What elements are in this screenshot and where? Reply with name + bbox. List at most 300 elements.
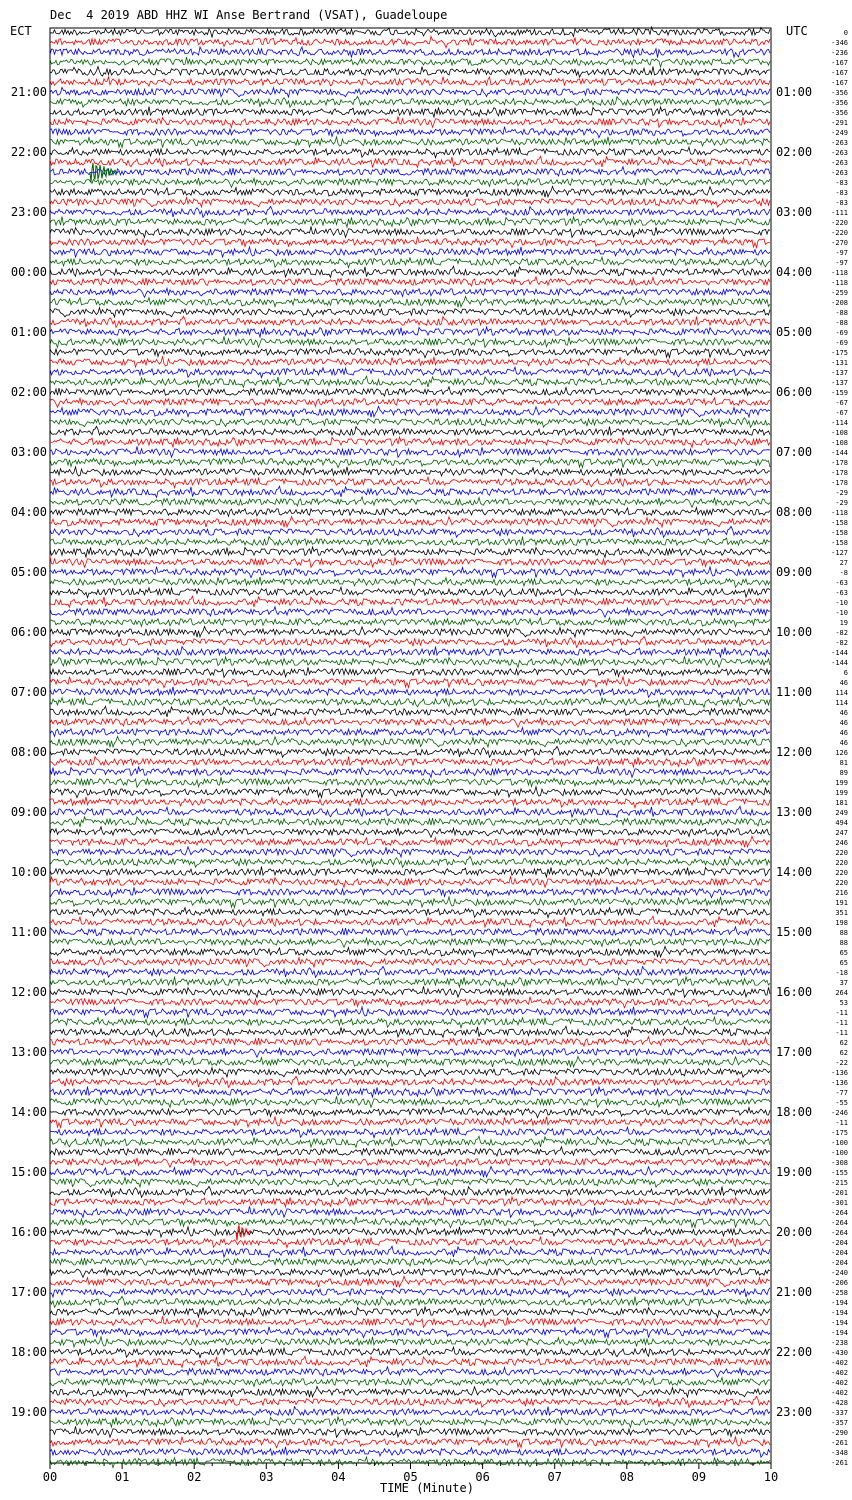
row-offset-label: -356: [831, 109, 848, 117]
trace-row: [50, 1257, 770, 1266]
row-offset-label: -356: [831, 99, 848, 107]
row-offset-label: 62: [839, 1039, 848, 1047]
trace-row: [50, 167, 770, 176]
trace-row: [50, 1076, 770, 1087]
row-offset-label: 46: [839, 729, 848, 737]
trace-row: [50, 1268, 770, 1277]
left-hour-label: 17:00: [10, 1285, 47, 1299]
trace-row: [50, 636, 770, 647]
trace-row: [50, 277, 770, 286]
row-offset-label: -131: [831, 359, 848, 367]
right-hour-label: 23:00: [776, 1405, 813, 1419]
row-offset-label: -204: [831, 1239, 848, 1247]
trace-row: [50, 178, 770, 187]
trace-row: [50, 957, 770, 967]
left-hour-label: 07:00: [10, 685, 47, 699]
row-offset-label: -83: [835, 199, 848, 207]
right-hour-label: 07:00: [776, 445, 813, 459]
trace-row: [50, 587, 770, 598]
row-offset-label: -97: [835, 259, 848, 267]
trace-row: [50, 827, 770, 838]
right-hour-label: 06:00: [776, 385, 813, 399]
row-offset-label: -194: [831, 1309, 848, 1317]
trace-row: [50, 77, 770, 86]
trace-row: [50, 477, 770, 488]
trace-row: [50, 296, 770, 307]
row-offset-label: -428: [831, 1399, 848, 1407]
trace-row: [50, 1426, 770, 1437]
trace-row: [50, 836, 770, 847]
left-hour-label: 18:00: [10, 1345, 47, 1359]
trace-row: [50, 367, 770, 378]
trace-row: [50, 1026, 770, 1037]
row-offset-label: -178: [831, 469, 848, 477]
row-offset-label: 65: [839, 949, 848, 957]
row-offset-label: -158: [831, 539, 848, 547]
row-offset-label: -18: [835, 969, 848, 977]
row-offset-label: -308: [831, 1159, 848, 1167]
right-hour-label: 18:00: [776, 1105, 813, 1119]
trace-row: [50, 736, 770, 747]
trace-row: [50, 946, 770, 957]
row-offset-label: -97: [835, 249, 848, 257]
trace-row: [50, 156, 770, 167]
trace-row: [50, 1246, 770, 1257]
trace-row: [50, 1227, 770, 1237]
row-offset-label: -88: [835, 309, 848, 317]
row-offset-label: -88: [835, 319, 848, 327]
row-offset-label: -67: [835, 399, 848, 407]
trace-row: [50, 766, 770, 777]
trace-row: [50, 1437, 770, 1448]
left-hour-label: 16:00: [10, 1225, 47, 1239]
row-offset-label: 46: [839, 709, 848, 717]
left-hour-label: 10:00: [10, 865, 47, 879]
row-offset-label: 249: [835, 809, 848, 817]
row-offset-label: 62: [839, 1049, 848, 1057]
row-offset-label: -11: [835, 1009, 848, 1017]
trace-row: [50, 418, 770, 428]
row-offset-label: -155: [831, 1169, 848, 1177]
trace-row: [50, 96, 770, 107]
left-hour-label: 01:00: [10, 325, 47, 339]
left-hour-label: 22:00: [10, 145, 47, 159]
right-hour-label: 11:00: [776, 685, 813, 699]
trace-row: [50, 137, 770, 148]
row-offset-label: -118: [831, 279, 848, 287]
row-offset-label: -144: [831, 649, 848, 657]
right-hour-label: 22:00: [776, 1345, 813, 1359]
right-hour-label: 15:00: [776, 925, 813, 939]
row-offset-label: -178: [831, 479, 848, 487]
trace-row: [50, 647, 770, 657]
trace-row: [50, 1347, 770, 1358]
left-hour-label: 08:00: [10, 745, 47, 759]
trace-row: [50, 797, 770, 808]
row-offset-label: -259: [831, 289, 848, 297]
row-offset-label: -194: [831, 1319, 848, 1327]
row-offset-label: -10: [835, 609, 848, 617]
row-offset-label: -67: [835, 409, 848, 417]
trace-row: [50, 966, 770, 977]
row-offset-label: -158: [831, 519, 848, 527]
trace-row: [50, 1407, 770, 1416]
trace-row: [50, 206, 770, 217]
trace-row: [50, 867, 770, 877]
row-offset-label: -114: [831, 419, 848, 427]
row-offset-label: -136: [831, 1079, 848, 1087]
row-offset-label: -8: [839, 569, 848, 577]
trace-row: [50, 847, 770, 857]
row-offset-label: -215: [831, 1179, 848, 1187]
row-offset-label: 220: [835, 859, 848, 867]
row-offset-label: -201: [831, 1189, 848, 1197]
trace-row: [50, 1288, 770, 1297]
row-offset-label: -127: [831, 549, 848, 557]
row-offset-label: 246: [835, 839, 848, 847]
row-offset-label: -220: [831, 219, 848, 227]
trace-row: [50, 1147, 770, 1156]
row-offset-label: 220: [835, 849, 848, 857]
trace-row: [50, 677, 770, 688]
row-offset-label: -178: [831, 459, 848, 467]
row-offset-label: 114: [835, 699, 848, 707]
trace-row: [50, 1307, 770, 1317]
row-offset-label: -158: [831, 529, 848, 537]
row-offset-label: -264: [831, 1209, 848, 1217]
trace-row: [50, 1417, 770, 1427]
row-offset-label: -11: [835, 1119, 848, 1127]
row-offset-label: -77: [835, 1089, 848, 1097]
right-hour-label: 14:00: [776, 865, 813, 879]
trace-row: [50, 1158, 770, 1167]
row-offset-label: -118: [831, 509, 848, 517]
trace-row: [50, 687, 770, 698]
row-offset-label: -82: [835, 629, 848, 637]
x-tick-label: 02: [186, 1470, 202, 1484]
row-offset-label: -69: [835, 329, 848, 337]
row-offset-label: -83: [835, 189, 848, 197]
x-tick-label: 04: [331, 1470, 346, 1484]
row-offset-label: 89: [839, 769, 848, 777]
plot-title: Dec 4 2019 ABD HHZ WI Anse Bertrand (VSAT), Guadeloupe: [50, 8, 448, 22]
left-hour-label: 13:00: [10, 1045, 47, 1059]
row-offset-label: -100: [831, 1139, 848, 1147]
row-offset-label: 88: [839, 929, 848, 937]
trace-row: [50, 567, 770, 578]
trace-row: [50, 1017, 770, 1028]
row-offset-label: 198: [835, 919, 848, 927]
trace-row: [50, 1386, 770, 1397]
row-offset-label: -270: [831, 239, 848, 247]
trace-row: [50, 1356, 770, 1367]
row-offset-label: -137: [831, 369, 848, 377]
trace-row: [50, 746, 770, 757]
row-offset-label: 264: [835, 989, 848, 997]
row-offset-label: -357: [831, 1419, 848, 1427]
trace-row: [50, 856, 770, 867]
row-offset-label: -261: [831, 1439, 848, 1447]
right-hour-label: 05:00: [776, 325, 813, 339]
trace-row: [50, 1327, 770, 1338]
trace-row: [50, 237, 770, 248]
trace-row: [50, 247, 770, 258]
trace-row: [50, 908, 770, 918]
trace-row: [50, 997, 770, 1008]
trace-row: [50, 398, 770, 407]
right-hour-label: 20:00: [776, 1225, 813, 1239]
x-tick-label: 09: [691, 1470, 707, 1484]
row-offset-label: 220: [835, 879, 848, 887]
trace-row: [50, 1107, 770, 1118]
trace-row: [50, 1237, 770, 1248]
trace-row: [50, 116, 770, 127]
left-hour-label: 06:00: [10, 625, 47, 639]
trace-row: [50, 1217, 770, 1228]
row-offset-label: 220: [835, 869, 848, 877]
trace-row: [50, 446, 770, 457]
row-offset-label: -337: [831, 1409, 848, 1417]
x-tick-label: 07: [547, 1470, 562, 1484]
row-offset-label: 37: [839, 979, 848, 987]
trace-row: [50, 618, 770, 627]
trace-row: [50, 817, 770, 827]
trace-row: [50, 728, 770, 737]
row-offset-label: -204: [831, 1259, 848, 1267]
trace-row: [50, 887, 770, 898]
left-hour-label: 23:00: [10, 205, 47, 219]
row-offset-label: -402: [831, 1379, 848, 1387]
row-offset-label: -236: [831, 49, 848, 57]
trace-row: [50, 1136, 770, 1147]
trace-row: [50, 667, 770, 677]
row-offset-label: 191: [835, 899, 848, 907]
row-offset-label: -136: [831, 1069, 848, 1077]
row-offset-label: -264: [831, 1229, 848, 1237]
left-hour-label: 12:00: [10, 985, 47, 999]
trace-row: [50, 1447, 770, 1457]
trace-row: [50, 437, 770, 447]
left-hour-label: 02:00: [10, 385, 47, 399]
trace-row: [50, 927, 770, 936]
x-tick-label: 08: [619, 1470, 635, 1484]
trace-row: [50, 547, 770, 557]
row-offset-label: -238: [831, 1339, 848, 1347]
left-hour-label: 19:00: [10, 1405, 47, 1419]
row-offset-label: -402: [831, 1359, 848, 1367]
trace-row: [50, 36, 770, 47]
right-hour-label: 21:00: [776, 1285, 813, 1299]
row-offset-label: 0: [843, 29, 848, 37]
row-offset-label: -159: [831, 389, 848, 397]
trace-row: [50, 1068, 770, 1078]
trace-row: [50, 127, 770, 138]
row-offset-label: -206: [831, 1279, 848, 1287]
trace-row: [50, 556, 770, 567]
trace-row: [50, 697, 770, 707]
row-offset-label: -55: [835, 1099, 848, 1107]
row-offset-label: 53: [839, 999, 848, 1007]
row-offset-label: 6: [843, 669, 848, 677]
row-offset-label: 181: [835, 799, 848, 807]
trace-row: [50, 977, 770, 987]
trace-row: [50, 1337, 770, 1347]
row-offset-label: -167: [831, 79, 848, 87]
row-offset-label: -220: [831, 229, 848, 237]
trace-row: [50, 1197, 770, 1207]
x-tick-label: 00: [42, 1470, 58, 1484]
trace-row: [50, 876, 770, 887]
trace-row: [50, 226, 770, 237]
row-offset-label: -22: [835, 1059, 848, 1067]
row-offset-label: -144: [831, 449, 848, 457]
right-hour-label: 17:00: [776, 1045, 813, 1059]
trace-row: [50, 607, 770, 618]
row-offset-label: -346: [831, 39, 848, 47]
right-hour-label: 09:00: [776, 565, 813, 579]
row-offset-label: -263: [831, 149, 848, 157]
trace-row: [50, 1178, 770, 1188]
x-tick-label: 05: [403, 1470, 418, 1484]
row-offset-label: -175: [831, 349, 848, 357]
row-offset-label: 494: [835, 819, 848, 827]
right-hour-label: 19:00: [776, 1165, 813, 1179]
trace-row: [50, 147, 770, 158]
trace-row: [50, 787, 770, 798]
trace-row: [50, 1396, 770, 1407]
row-offset-label: -144: [831, 659, 848, 667]
trace-row: [50, 986, 770, 997]
trace-row: [50, 777, 770, 788]
row-offset-label: -194: [831, 1299, 848, 1307]
trace-row: [50, 1276, 770, 1287]
row-offset-label: -246: [831, 1109, 848, 1117]
trace-row: [50, 257, 770, 268]
row-offset-label: -263: [831, 159, 848, 167]
trace-row: [50, 938, 770, 948]
row-offset-label: 19: [839, 619, 848, 627]
trace-row: [50, 308, 770, 318]
trace-row: [50, 27, 770, 37]
x-tick-label: 06: [475, 1470, 490, 1484]
trace-row: [50, 516, 770, 527]
row-offset-label: -63: [835, 579, 848, 587]
row-offset-label: -11: [835, 1029, 848, 1037]
row-offset-label: 199: [835, 789, 848, 797]
trace-row: [50, 376, 770, 387]
row-offset-label: -301: [831, 1199, 848, 1207]
right-timezone-label: UTC: [786, 24, 808, 38]
x-tick-label: 03: [259, 1470, 274, 1484]
row-offset-label: 46: [839, 719, 848, 727]
row-offset-label: -83: [835, 179, 848, 187]
row-offset-label: -29: [835, 499, 848, 507]
trace-row: [50, 198, 770, 208]
row-offset-label: 216: [835, 889, 848, 897]
trace-row: [50, 357, 770, 367]
trace-row: [50, 916, 770, 927]
row-offset-label: 81: [839, 759, 848, 767]
trace-row: [50, 1296, 770, 1307]
row-offset-label: 114: [835, 689, 848, 697]
right-hour-label: 16:00: [776, 985, 813, 999]
trace-row: [50, 336, 770, 347]
row-offset-label: -208: [831, 299, 848, 307]
right-hour-label: 10:00: [776, 625, 813, 639]
trace-row: [50, 508, 770, 517]
row-offset-label: -108: [831, 439, 848, 447]
row-offset-label: 199: [835, 779, 848, 787]
trace-row: [50, 1367, 770, 1378]
trace-row: [50, 1316, 770, 1327]
trace-row: [50, 577, 770, 587]
trace-row: [50, 1048, 770, 1057]
row-offset-label: -204: [831, 1249, 848, 1257]
row-offset-label: -194: [831, 1329, 848, 1337]
right-hour-label: 13:00: [776, 805, 813, 819]
left-hour-label: 21:00: [10, 85, 47, 99]
row-offset-label: 46: [839, 739, 848, 747]
trace-row: [50, 426, 770, 435]
row-offset-label: -29: [835, 489, 848, 497]
row-offset-label: 126: [835, 749, 848, 757]
right-hour-label: 04:00: [776, 265, 813, 279]
trace-row: [50, 217, 770, 227]
trace-row: [50, 897, 770, 908]
trace-row: [50, 327, 770, 337]
row-offset-label: -108: [831, 429, 848, 437]
row-offset-label: -263: [831, 169, 848, 177]
trace-row: [50, 316, 770, 327]
row-offset-label: -430: [831, 1349, 848, 1357]
right-hour-label: 03:00: [776, 205, 813, 219]
row-offset-label: 88: [839, 939, 848, 947]
row-offset-label: -167: [831, 69, 848, 77]
x-axis-title: TIME (Minute): [380, 1481, 474, 1495]
trace-row: [50, 1007, 770, 1018]
left-hour-label: 03:00: [10, 445, 47, 459]
trace-row: [50, 1186, 770, 1197]
left-hour-label: 09:00: [10, 805, 47, 819]
left-hour-label: 15:00: [10, 1165, 47, 1179]
row-offset-label: -137: [831, 379, 848, 387]
trace-row: [50, 757, 770, 767]
left-hour-label: 04:00: [10, 505, 47, 519]
row-offset-label: -249: [831, 129, 848, 137]
row-offset-label: 65: [839, 959, 848, 967]
trace-row: [50, 806, 770, 817]
trace-group: [50, 27, 770, 1468]
row-offset-label: 351: [835, 909, 848, 917]
trace-row: [50, 1378, 770, 1387]
row-offset-label: -258: [831, 1289, 848, 1297]
trace-row: [50, 47, 770, 58]
row-offset-label: -240: [831, 1269, 848, 1277]
trace-row: [50, 596, 770, 607]
row-offset-label: -291: [831, 119, 848, 127]
row-offset-label: -264: [831, 1219, 848, 1227]
label-group: [11, 29, 848, 1484]
row-offset-label: -11: [835, 1019, 848, 1027]
row-offset-label: -69: [835, 339, 848, 347]
trace-row: [50, 57, 770, 67]
row-offset-label: 27: [839, 559, 848, 567]
row-offset-label: -402: [831, 1369, 848, 1377]
trace-row: [50, 406, 770, 417]
row-offset-label: -263: [831, 139, 848, 147]
trace-row: [50, 1096, 770, 1107]
right-hour-label: 01:00: [776, 85, 813, 99]
